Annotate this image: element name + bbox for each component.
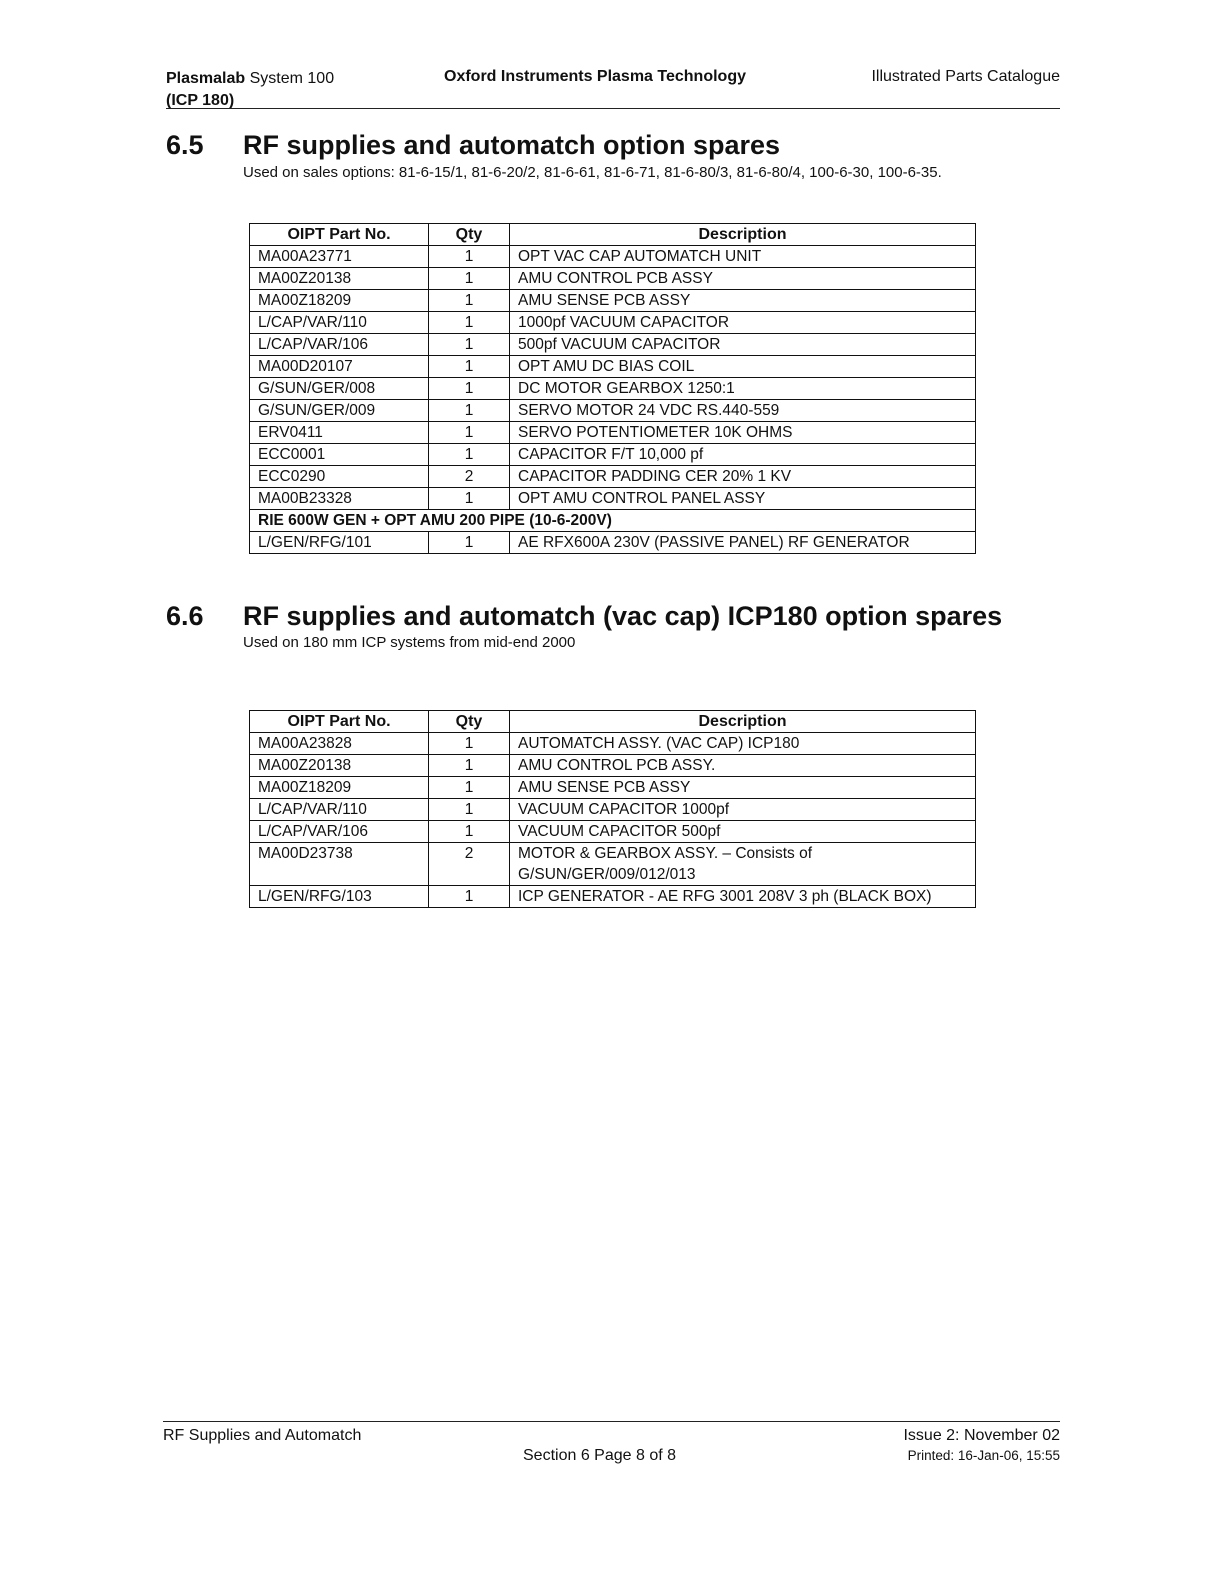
product-name-rest: System 100 xyxy=(249,70,335,87)
quantity-cell: 1 xyxy=(429,356,510,378)
part-number-cell: MA00D23738 xyxy=(250,843,429,886)
description-cell: OPT AMU DC BIAS COIL xyxy=(510,356,976,378)
col-header-part: OIPT Part No. xyxy=(250,711,429,733)
part-number-cell: ECC0290 xyxy=(250,466,429,488)
description-cell: VACUUM CAPACITOR 500pf xyxy=(510,821,976,843)
description-cell: AMU CONTROL PCB ASSY xyxy=(510,268,976,290)
footer-chapter: RF Supplies and Automatch xyxy=(163,1427,362,1444)
page-footer xyxy=(163,1421,1060,1471)
col-header-description: Description xyxy=(510,711,976,733)
description-cell: AMU SENSE PCB ASSY xyxy=(510,290,976,312)
col-header-description: Description xyxy=(510,224,976,246)
page-header xyxy=(166,66,1060,110)
quantity-cell: 1 xyxy=(429,246,510,268)
section-6-5-title: RF supplies and automatch option spares xyxy=(243,130,781,160)
section-6-6-subtitle: Used on 180 mm ICP systems from mid-end 2000 xyxy=(243,634,576,651)
table-row xyxy=(250,378,976,400)
group-label: RIE 600W GEN + OPT AMU 200 PIPE (10-6-200V) xyxy=(250,510,976,532)
quantity-cell: 2 xyxy=(429,843,510,886)
part-number-cell: L/CAP/VAR/110 xyxy=(250,799,429,821)
description-cell: 500pf VACUUM CAPACITOR xyxy=(510,334,976,356)
part-number-cell: MA00Z20138 xyxy=(250,755,429,777)
table-row xyxy=(250,777,976,799)
part-number-cell: MA00B23328 xyxy=(250,488,429,510)
quantity-cell: 1 xyxy=(429,334,510,356)
part-number-cell: MA00D20107 xyxy=(250,356,429,378)
quantity-cell: 1 xyxy=(429,400,510,422)
parts-table-6-6 xyxy=(249,710,976,908)
description-cell: SERVO MOTOR 24 VDC RS.440-559 xyxy=(510,400,976,422)
table-row xyxy=(250,356,976,378)
description-cell: CAPACITOR PADDING CER 20% 1 KV xyxy=(510,466,976,488)
part-number-cell: MA00Z20138 xyxy=(250,268,429,290)
col-header-part: OIPT Part No. xyxy=(250,224,429,246)
table-row xyxy=(250,799,976,821)
section-6-5-subtitle: Used on sales options: 81-6-15/1, 81-6-20/2, 81-6-61, 81-6-71, 81-6-80/3, 81-6-80/4, 100-6-30, 100-6-35. xyxy=(243,164,942,181)
quantity-cell: 1 xyxy=(429,886,510,908)
quantity-cell: 1 xyxy=(429,821,510,843)
col-header-qty: Qty xyxy=(429,711,510,733)
quantity-cell: 1 xyxy=(429,488,510,510)
part-number-cell: L/GEN/RFG/101 xyxy=(250,532,429,554)
footer-printed-date: Printed: 16-Jan-06, 15:55 xyxy=(907,1448,1060,1463)
parts-table-6-5 xyxy=(249,223,976,554)
table-group-row xyxy=(250,510,976,532)
quantity-cell: 1 xyxy=(429,777,510,799)
part-number-cell: G/SUN/GER/008 xyxy=(250,378,429,400)
footer-issue: Issue 2: November 02 xyxy=(903,1427,1060,1444)
quantity-cell: 1 xyxy=(429,532,510,554)
quantity-cell: 1 xyxy=(429,799,510,821)
table-row xyxy=(250,843,976,886)
table-row xyxy=(250,733,976,755)
company-name: Oxford Instruments Plasma Technology xyxy=(444,68,746,85)
description-cell: AMU CONTROL PCB ASSY. xyxy=(510,755,976,777)
section-6-6-title: RF supplies and automatch (vac cap) ICP180 option spares xyxy=(243,601,1003,631)
table-row xyxy=(250,466,976,488)
quantity-cell: 1 xyxy=(429,378,510,400)
description-cell: OPT AMU CONTROL PANEL ASSY xyxy=(510,488,976,510)
header-divider xyxy=(166,108,1060,109)
document-type: Illustrated Parts Catalogue xyxy=(871,68,1060,85)
part-number-cell: L/CAP/VAR/110 xyxy=(250,312,429,334)
part-number-cell: ERV0411 xyxy=(250,422,429,444)
quantity-cell: 1 xyxy=(429,422,510,444)
part-number-cell: L/CAP/VAR/106 xyxy=(250,821,429,843)
table-row xyxy=(250,755,976,777)
description-cell: DC MOTOR GEARBOX 1250:1 xyxy=(510,378,976,400)
description-cell: SERVO POTENTIOMETER 10K OHMS xyxy=(510,422,976,444)
col-header-qty: Qty xyxy=(429,224,510,246)
table-row xyxy=(250,821,976,843)
table-row xyxy=(250,422,976,444)
part-number-cell: L/CAP/VAR/106 xyxy=(250,334,429,356)
table-row xyxy=(250,334,976,356)
table-row xyxy=(250,246,976,268)
part-number-cell: MA00A23771 xyxy=(250,246,429,268)
table-row xyxy=(250,268,976,290)
table-row xyxy=(250,488,976,510)
part-number-cell: MA00Z18209 xyxy=(250,777,429,799)
quantity-cell: 2 xyxy=(429,466,510,488)
product-model: (ICP 180) xyxy=(166,92,235,109)
quantity-cell: 1 xyxy=(429,268,510,290)
quantity-cell: 1 xyxy=(429,733,510,755)
part-number-cell: MA00A23828 xyxy=(250,733,429,755)
part-number-cell: L/GEN/RFG/103 xyxy=(250,886,429,908)
quantity-cell: 1 xyxy=(429,755,510,777)
description-cell: CAPACITOR F/T 10,000 pf xyxy=(510,444,976,466)
footer-page-number: Section 6 Page 8 of 8 xyxy=(523,1447,676,1464)
footer-divider xyxy=(163,1421,1060,1422)
table-row xyxy=(250,886,976,908)
table-row xyxy=(250,312,976,334)
part-number-cell: MA00Z18209 xyxy=(250,290,429,312)
product-name xyxy=(166,68,334,112)
description-cell: 1000pf VACUUM CAPACITOR xyxy=(510,312,976,334)
section-6-5-number: 6.5 xyxy=(166,130,204,160)
quantity-cell: 1 xyxy=(429,312,510,334)
part-number-cell: G/SUN/GER/009 xyxy=(250,400,429,422)
description-cell: MOTOR & GEARBOX ASSY. – Consists of G/SUN/GER/009/012/013 xyxy=(510,843,976,886)
description-cell: OPT VAC CAP AUTOMATCH UNIT xyxy=(510,246,976,268)
quantity-cell: 1 xyxy=(429,444,510,466)
part-number-cell: ECC0001 xyxy=(250,444,429,466)
description-cell: AE RFX600A 230V (PASSIVE PANEL) RF GENERATOR xyxy=(510,532,976,554)
description-cell: AMU SENSE PCB ASSY xyxy=(510,777,976,799)
product-name-bold: Plasmalab xyxy=(166,70,246,87)
table-row xyxy=(250,532,976,554)
table-row xyxy=(250,444,976,466)
table-header-row xyxy=(250,711,976,733)
description-cell: AUTOMATCH ASSY. (VAC CAP) ICP180 xyxy=(510,733,976,755)
table-header-row xyxy=(250,224,976,246)
table-row xyxy=(250,290,976,312)
description-cell: VACUUM CAPACITOR 1000pf xyxy=(510,799,976,821)
table-row xyxy=(250,400,976,422)
description-cell: ICP GENERATOR - AE RFG 3001 208V 3 ph (BLACK BOX) xyxy=(510,886,976,908)
quantity-cell: 1 xyxy=(429,290,510,312)
section-6-6-number: 6.6 xyxy=(166,601,204,631)
